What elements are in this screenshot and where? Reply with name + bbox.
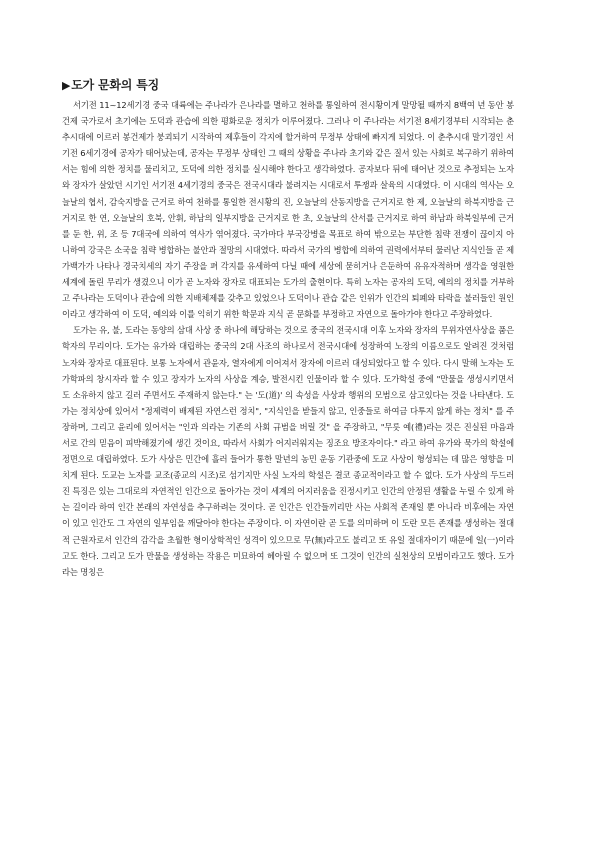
paragraph-characteristics: 도가는 유, 불, 도라는 동양의 삼대 사상 중 하나에 해당하는 것으로 중국의 전국시대 이후 노자와 장자의 무위자연사상을 품은 학자의 무리이다. 도가는 유가와 대립하는 중국의 2대 사조의 하나로서 전국시대에 성장하여 노장의 이름으로도 알려진 것처럼 노자와 장자로 대표된다. 보통 노자에서 관윤자, 열자에게 이어져서 장자에 이르러 대성되었다고 할 수 있다. 다시 말해 노자는 도가학파의 창시자라 할 수 있고 장자가 노자의 사상을 계승, 발전시킨 인물이라 할 수 있다. 도가학설 중에 "만물을 생성시키면서도 소유하지 않고 길러 주면서도 주재하지 않는다." 는 '도(道)' 의 속성을 사상과 행위의 모범으로 삼고있다는 것을 나타낸다. 도가는 정치상에 있어서 "정제력이 배제된 자연스런 정치", "지식인을 받들지 않고, 인중들로 하여금 다투지 않게 하는 정치" 를 주장하며, 그리고 윤리에 있어서는 "인과 의라는 기존의 사회 규범을 버릴 것" 을 주장하고, "무릇 예(禮)라는 것은 진실된 마음과 서로 간의 믿음이 피박해졌기에 생긴 것이요, 따라서 사회가 어지러워지는 징조요 방조자이다." 라고 하여 유가와 묵가의 학설에 정면으로 대립하였다. 도가 사상은 민간에 흘러 들어가 통한 말년의 농민 운동 기관중에 도교 사상이 형성되는 데 많은 영향을 미치게 된다. 도교는 노자를 교조(종교의 시조)로 섬기지만 사실 노자의 학설은 결코 종교적이라고 할 수 없다. 도가 사상의 두드러진 특징은 있는 그대로의 자연적인 인간으로 돌아가는 것이 세계의 어지러움을 진정시키고 인간의 안정된 생활을 누릴 수 있게 하는 길이라 하여 인간 본래의 자연성을 추구하려는 것이다. 곧 인간은 인간들끼리만 사는 사회적 존재일 뿐 아니라 비후에는 자연이 있고 인간도 그 자연의 일부임을 깨달아야 한다는 주장이다. 이 자연이란 곧 도를 의미하며 이 도란 모든 존재를 생성하는 절대적 근원자로서 인간의 감각을 초월한 형이상학적인 성격이 있으므로 무(無)라고도 불리고 또 유일 절대자이기 때문에 일(一)이라고도 한다. 그리고 도가 만물을 생성하는 작용은 미묘하여 헤아릴 수 없으며 또 그것이 인간의 실천상의 모범이라고도 했다. 도가라는 명칭은 (62, 325, 514, 577)
section-heading (62, 76, 514, 93)
heading-text: 도가 문화의 특징 (71, 78, 159, 92)
document-page (62, 76, 514, 580)
paragraph-origins: 서기전 11~12세기경 중국 대륙에는 주나라가 은나라를 멸하고 천하를 통일하여 전시황이게 말망될 때까지 8백여 년 동안 봉건제 국가로서 초기에는 도덕과 관습에 의한 평화로운 정치가 이루어졌다. 그러나 이 주나라는 서기전 8세기경부터 시작되는 춘추시대에 이르러 봉건제가 붕괴되기 시작하여 제후들이 각지에 할거하여 무정부 상태에 빠지게 되었다. 이 춘추시대 말기경인 서기전 6세기경에 공자가 태어났는데, 공자는 무정부 상태인 그 때의 상황을 주나라 초기와 같은 질서 있는 사회로 복구하기 위하여서는 힘에 의한 정치를 물리치고, 도덕에 의한 정치를 실시해야 한다고 생각하였다. 공자보다 뒤에 태어난 것으로 추정되는 노자와 장자가 살았던 시기인 서기전 4세기경의 중국은 전국시대라 불려지는 시대로서 투쟁과 살육의 시대였다. 이 시대의 역사는 오늘날의 협서, 감숙지방을 근거로 하여 천하를 통일한 전시황의 진, 오늘날의 산동지방을 근거지로 한 제, 오늘날의 하북지방을 근거지로 한 연, 오늘날의 호북, 안휘, 하남의 일부지방을 근거지로 한 초, 오늘날의 산서를 근거지로 하여 하남과 하북일부에 근거를 둔 한, 위, 조 등 7대국에 의하여 역사가 엮어졌다. 국가마다 부국강병을 목표로 하여 밖으로는 부단한 침략 전쟁이 끊이지 아니하여 강국은 소국을 침략 병합하는 불안과 절망의 시대였다. 따라서 국가의 병합에 의하여 권력에서부터 물러난 지식인들 곧 제가백가가 나타나 경국치세의 자기 주장을 펴 각지를 유세하여 다닐 때에 세상에 묻히거나 은둔하여 유유자적하며 생각을 영원한 세계에 돌린 무리가 생겼으니 이가 곧 노자와 장자로 대표되는 도가의 출현이다. 특히 노자는 공자의 도덕, 예의의 정치를 거부하고 주나라는 도덕이나 관습에 의한 지배체제를 갖추고 있었으나 도덕이나 관습 같은 인위가 인간의 퇴폐와 타락을 불러들인 원인이라고 생각하여 이 도덕, 예의와 이를 익히기 위한 학문과 지식 곧 문화를 부정하고 자연으로 돌아가야 한다고 주장하였다. (62, 100, 514, 320)
triangle-marker-icon: ▶ (62, 79, 71, 92)
